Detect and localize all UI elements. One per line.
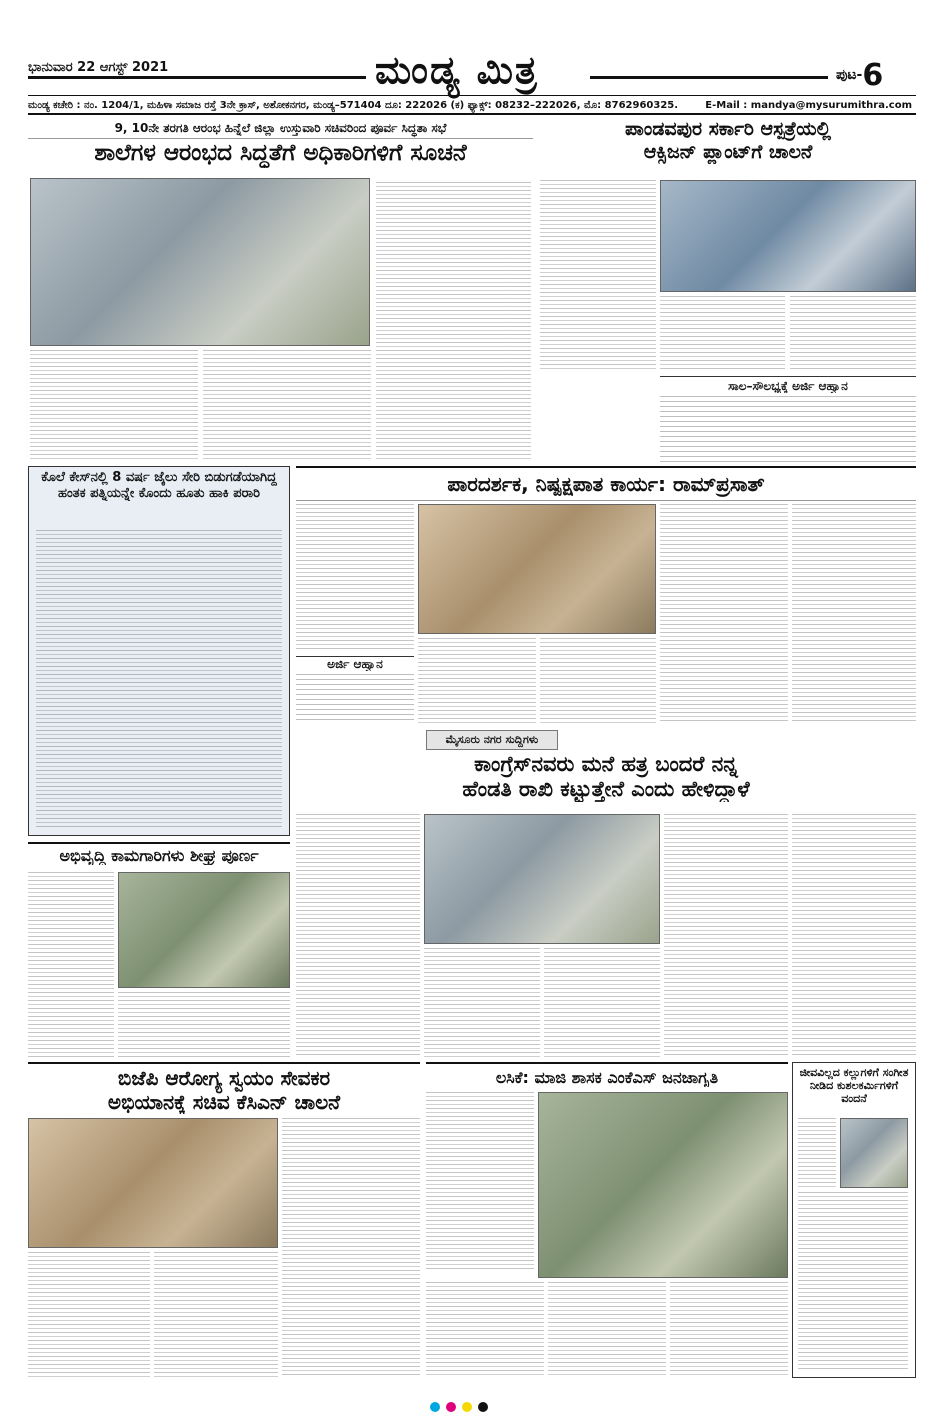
vaccine-body-col-2 <box>426 1282 544 1378</box>
oxygen-headline <box>540 118 916 164</box>
bjp-body-col-3 <box>282 1118 420 1378</box>
schools-meeting-photo <box>30 178 370 346</box>
loan-body <box>660 396 916 462</box>
bjp-headline-line-2: ಅಭಿಯಾನಕ್ಕೆ ಸಚಿವ ಕೆಸಿಎನ್ ಚಾಲನೆ <box>107 1090 341 1114</box>
schools-body-col-1 <box>30 350 198 462</box>
music-body-col-1 <box>798 1118 836 1188</box>
bjp-headline-line-1: ಬಿಜೆಪಿ ಆರೋಗ್ಯ ಸ್ವಯಂ ಸೇವಕರ <box>117 1066 331 1090</box>
registration-mark-yellow <box>462 1402 472 1412</box>
registration-mark-magenta <box>446 1402 456 1412</box>
vaccine-body-col-1 <box>426 1092 534 1272</box>
issue-date: ಭಾನುವಾರ 22 ಆಗಸ್ಟ್ 2021 <box>28 60 169 75</box>
development-headline: ಅಭಿವೃದ್ಧಿ ಕಾಮಗಾರಿಗಳು ಶೀಘ್ರ ಪೂರ್ಣ <box>28 842 290 865</box>
page-number-value: 6 <box>862 58 884 93</box>
bjp-body-col-2 <box>154 1252 278 1378</box>
vaccine-headline: ಲಸಿಕೆ: ಮಾಜಿ ಶಾಸಕ ಎಂಕೆಎಸ್ ಜನಜಾಗೃತಿ <box>426 1062 788 1087</box>
oxygen-body-col-2 <box>660 296 785 372</box>
application-body <box>296 674 414 724</box>
rakhi-headline <box>296 752 916 802</box>
development-body-col-1 <box>28 872 114 1058</box>
transparent-body-col-5 <box>792 504 916 724</box>
bjp-event-photo <box>28 1118 278 1248</box>
bjp-body-col-1 <box>28 1252 150 1378</box>
vaccine-awareness-photo <box>538 1092 788 1278</box>
oxygen-headline-line-1: ಪಾಂಡವಪುರ ಸರ್ಕಾರಿ ಆಸ್ಪತ್ರೆಯಲ್ಲಿ <box>624 118 831 140</box>
murder-body <box>36 530 282 830</box>
oxygen-headline-line-2: ಆಕ್ಸಿಜನ್ ಪ್ಲಾಂಟ್‌ಗೆ ಚಾಲನೆ <box>643 140 813 163</box>
application-headline: ಅರ್ಜಿ ಆಹ್ವಾನ <box>296 656 414 671</box>
office-address: ಮಂಡ್ಯ ಕಚೇರಿ : ನಂ. 1204/1, ಮಹಿಳಾ ಸಮಾಜ ರಸ್ತೆ 3ನೇ ಕ್ರಾಸ್, ಅಶೋಕನಗರ, ಮಂಡ್ಯ–571404 ದೂ: 222026 (ಕ) ಫ್ಯಾಕ್ಸ್: 08232–222026, ಮೊ: 8762960325. <box>28 100 679 111</box>
rakhi-headline-line-2: ಹೆಂಡತಿ ರಾಖಿ ಕಟ್ಟುತ್ತೇನೆ ಎಂದು ಹೇಳಿದ್ದಾಳೆ <box>462 777 750 802</box>
registration-mark-cyan <box>430 1402 440 1412</box>
rakhi-body-col-3 <box>544 948 660 1058</box>
oxygen-plant-photo <box>660 180 916 292</box>
schools-body-col-2 <box>203 350 371 462</box>
transparent-body-col-3 <box>540 638 656 724</box>
transparent-meeting-photo <box>418 504 656 634</box>
loan-headline: ಸಾಲ–ಸೌಲಭ್ಯಕ್ಕೆ ಅರ್ಜಿ ಆಹ್ವಾನ <box>660 376 916 393</box>
contact-bar <box>28 95 916 115</box>
masthead-rule-right <box>590 76 828 79</box>
music-portrait-photo <box>840 1118 908 1188</box>
schools-body-col-3 <box>376 182 531 462</box>
transparent-headline: ಪಾರದರ್ಶಕ, ನಿಷ್ಪಕ್ಷಪಾತ ಕಾರ್ಯ: ರಾಮ್‌ಪ್ರಸಾತ್ <box>296 466 916 501</box>
masthead-rule-left <box>28 76 366 79</box>
vaccine-body-col-3 <box>548 1282 666 1378</box>
vaccine-body-col-4 <box>670 1282 788 1378</box>
music-body-col-2 <box>798 1192 908 1372</box>
oxygen-body-col-3 <box>790 296 916 372</box>
rakhi-body-col-5 <box>792 814 916 1058</box>
transparent-body-col-4 <box>660 504 788 724</box>
schools-kicker: 9, 10ನೇ ತರಗತಿ ಆರಂಭ ಹಿನ್ನೆಲೆ ಜಿಲ್ಲಾ ಉಸ್ತುವಾರಿ ಸಚಿವರಿಂದ ಪೂರ್ವ ಸಿದ್ಧತಾ ಸಭೆ <box>28 118 533 139</box>
murder-headline: ಕೊಲೆ ಕೇಸ್‌ನಲ್ಲಿ 8 ವರ್ಷ ಜೈಲು ಸೇರಿ ಬಿಡುಗಡೆಯಾಗಿದ್ದ ಹಂತಕ ಪತ್ನಿಯನ್ನೇ ಕೊಂದು ಹೂತು ಹಾಕಿ ಪರಾರಿ <box>41 470 277 501</box>
rakhi-headline-line-1: ಕಾಂಗ್ರೆಸ್‌ನವರು ಮನೆ ಹತ್ರ ಬಂದರೆ ನನ್ನ <box>474 752 738 776</box>
bjp-headline <box>28 1062 420 1114</box>
transparent-body-col-1 <box>296 504 414 652</box>
rakhi-press-photo <box>424 814 660 944</box>
page-label: ಪುಟ- <box>836 67 863 83</box>
newspaper-title: ಮಂಡ್ಯ ಮಿತ್ರ <box>375 47 539 92</box>
rakhi-body-col-2 <box>424 948 540 1058</box>
mysuru-news-tag: ಮೈಸೂರು ನಗರ ಸುದ್ದಿಗಳು <box>426 730 558 750</box>
registration-mark-black <box>478 1402 488 1412</box>
page-number <box>836 58 883 93</box>
development-photo <box>118 872 290 988</box>
transparent-body-col-2 <box>418 638 536 724</box>
office-email: E-Mail : mandya@mysurumithra.com <box>705 100 912 111</box>
music-headline: ಜೀವವಿಲ್ಲದ ಕಲ್ಲುಗಳಿಗೆ ಸಂಗೀತ ನೀಡಿದ ಕುಶಲಕರ್ಮಿಗಳಿಗೆ ವಂದನೆ <box>799 1066 909 1106</box>
development-body-col-2 <box>118 992 290 1058</box>
schools-headline: ಶಾಲೆಗಳ ಆರಂಭದ ಸಿದ್ಧತೆಗೆ ಅಧಿಕಾರಿಗಳಿಗೆ ಸೂಚನೆ <box>94 140 467 166</box>
rakhi-body-col-4 <box>664 814 788 1058</box>
oxygen-body-col-1 <box>540 180 656 372</box>
rakhi-body-col-1 <box>296 814 420 1058</box>
